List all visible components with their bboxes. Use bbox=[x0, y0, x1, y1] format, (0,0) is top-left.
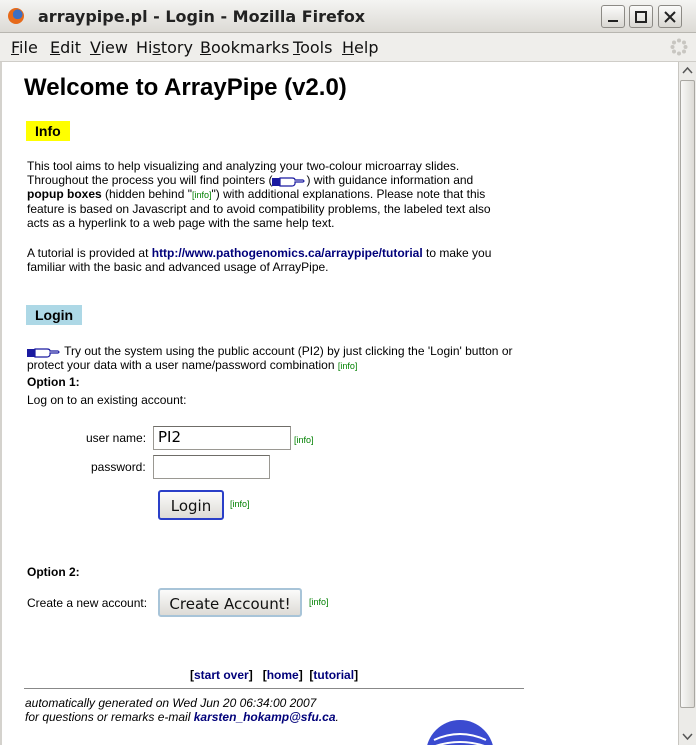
info-link-username[interactable]: [info] bbox=[294, 435, 314, 445]
tutorial-text bbox=[27, 246, 517, 274]
login-button[interactable]: Login bbox=[158, 490, 224, 520]
menu-bookmarks[interactable]: Bookmarks bbox=[200, 38, 290, 57]
footer-text bbox=[25, 696, 339, 724]
login-hint-line-2: protect your data with a user name/password combination bbox=[27, 358, 338, 372]
window-title-bar bbox=[0, 0, 696, 33]
scrollbar-thumb[interactable] bbox=[680, 80, 695, 708]
intro-line-2a: Throughout the process you will find pointers ( bbox=[27, 173, 273, 187]
tutorial-link[interactable]: http://www.pathogenomics.ca/arraypipe/tutorial bbox=[151, 246, 423, 260]
intro-line-4: feature is based on Javascript and to avoid compatibility problems, the labeled text also bbox=[27, 202, 491, 216]
maximize-button[interactable] bbox=[629, 5, 653, 28]
page-title: Welcome to ArrayPipe (v2.0) bbox=[24, 74, 347, 101]
menu-history[interactable]: History bbox=[136, 38, 193, 57]
info-link-login-hint[interactable]: [info] bbox=[337, 361, 358, 371]
page-content bbox=[0, 62, 678, 745]
scroll-down-icon[interactable] bbox=[679, 728, 696, 744]
firefox-icon bbox=[8, 8, 24, 24]
contact-post: . bbox=[335, 710, 339, 724]
logo-globe-icon bbox=[424, 718, 496, 745]
footer-divider bbox=[24, 688, 524, 689]
window-title: arraypipe.pl - Login - Mozilla Firefox bbox=[38, 7, 366, 26]
password-input[interactable] bbox=[153, 455, 270, 479]
scroll-up-icon[interactable] bbox=[679, 62, 696, 78]
intro-text bbox=[27, 159, 517, 230]
tutorial-pre: A tutorial is provided at bbox=[27, 246, 152, 260]
info-link-sample[interactable]: [info] bbox=[192, 190, 212, 200]
option-2-desc: Create a new account: bbox=[27, 596, 148, 610]
username-input[interactable]: PI2 bbox=[153, 426, 291, 450]
close-icon bbox=[664, 11, 676, 23]
login-section-header: Login bbox=[26, 305, 82, 325]
intro-line-2b: ) with guidance information and bbox=[306, 173, 474, 187]
login-hint-line-1: Try out the system using the public account (PI2) by just clicking the 'Login' button or bbox=[61, 344, 513, 358]
menu-help[interactable]: Help bbox=[342, 38, 379, 57]
tutorial-post: to make you bbox=[422, 246, 492, 260]
menu-edit[interactable]: Edit bbox=[50, 38, 81, 57]
intro-line-1: This tool aims to help visualizing and analyzing your two-colour microarray slides. bbox=[27, 159, 460, 173]
tutorial-line-2: familiar with the basic and advanced usage of ArrayPipe. bbox=[27, 260, 329, 274]
info-link-create[interactable]: [info] bbox=[309, 597, 329, 607]
info-link-login[interactable]: [info] bbox=[230, 499, 250, 509]
email-link[interactable]: karsten_hokamp@sfu.ca bbox=[193, 710, 336, 724]
create-account-button[interactable]: Create Account! bbox=[158, 588, 302, 617]
menu-bar bbox=[0, 33, 696, 62]
pointer-hand-icon bbox=[272, 175, 306, 187]
close-button[interactable] bbox=[658, 5, 682, 28]
pointer-hand-icon bbox=[27, 346, 61, 358]
username-label: user name: bbox=[86, 431, 147, 445]
minimize-icon bbox=[607, 11, 619, 23]
start-over-link[interactable]: start over bbox=[194, 668, 249, 682]
generated-timestamp: automatically generated on Wed Jun 20 06:34:00 2007 bbox=[25, 696, 317, 710]
intro-line-3a: (hidden behind " bbox=[101, 187, 192, 201]
maximize-icon bbox=[635, 11, 647, 23]
menu-file[interactable]: File bbox=[11, 38, 38, 57]
menu-view[interactable]: View bbox=[90, 38, 128, 57]
tutorial-nav-link[interactable]: tutorial bbox=[313, 668, 355, 682]
menu-tools[interactable]: Tools bbox=[293, 38, 333, 57]
intro-line-5: acts as a hyperlink to a web page with the same help text. bbox=[27, 216, 335, 230]
option-2-title: Option 2: bbox=[27, 565, 80, 579]
contact-text: for questions or remarks e-mail bbox=[25, 710, 194, 724]
option-1-title: Option 1: bbox=[27, 375, 80, 389]
option-1-desc: Log on to an existing account: bbox=[27, 393, 187, 407]
intro-line-3b: ") with additional explanations. Please note that this bbox=[211, 187, 486, 201]
home-link[interactable]: home bbox=[266, 668, 299, 682]
footer-nav: [start over] [home] [tutorial] bbox=[190, 668, 359, 682]
password-label: password: bbox=[91, 460, 146, 474]
vertical-scrollbar[interactable] bbox=[678, 62, 696, 745]
info-section-header: Info bbox=[26, 121, 70, 141]
throbber-icon bbox=[670, 38, 688, 56]
popup-boxes-text: popup boxes bbox=[27, 187, 102, 201]
minimize-button[interactable] bbox=[601, 5, 625, 28]
login-hint bbox=[27, 344, 517, 373]
